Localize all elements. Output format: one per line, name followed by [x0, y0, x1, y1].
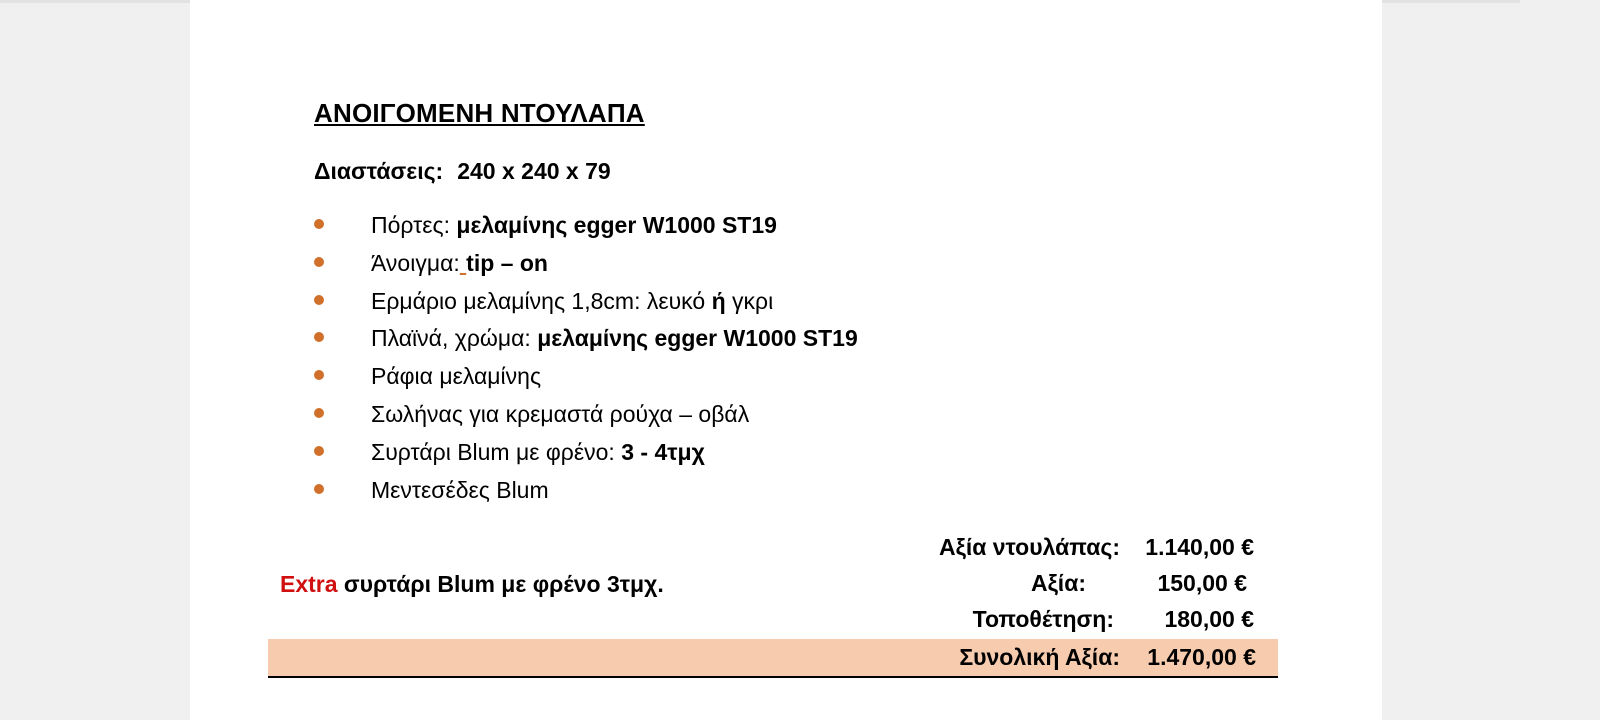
wardrobe-price-value: 1.140,00 €	[1145, 534, 1254, 560]
wardrobe-price-row	[190, 529, 1280, 565]
dimensions-label: Διαστάσεις:	[314, 158, 444, 184]
installation-price-value: 180,00 €	[1164, 606, 1254, 632]
bullet-icon	[314, 257, 324, 267]
total-price-row	[190, 639, 1280, 675]
extra-price-value: 150,00 €	[1157, 570, 1247, 596]
bullet-icon	[314, 446, 324, 456]
extra-label: Extra	[280, 571, 338, 597]
installation-price-label: Τοποθέτηση:	[972, 606, 1114, 632]
bullet-icon	[314, 219, 324, 229]
bullet-icon	[314, 484, 324, 494]
wardrobe-price-label: Αξία ντουλάπας:	[938, 534, 1120, 560]
dimensions-line	[314, 158, 611, 185]
extra-description: συρτάρι Blum με φρένο 3τμχ.	[337, 571, 664, 597]
extra-price-label: Αξία:	[1030, 570, 1086, 596]
bullet-icon	[314, 370, 324, 380]
bullet-icon	[314, 332, 324, 342]
total-price-label: Συνολική Αξία:	[959, 644, 1120, 670]
total-price-value: 1.470,00 €	[1147, 644, 1256, 670]
bullet-icon	[314, 408, 324, 418]
extra-price-row	[190, 565, 1280, 601]
dimensions-value: 240 x 240 x 79	[457, 158, 611, 184]
document-page: ΑΝΟΙΓΟΜΕΝΗ ΝΤΟΥΛΑΠΑ Διαστάσεις: 240 x 240 x 79 Πόρτες: μελαμίνης egger W1000 ST19 Άνοιγμα: tip – on Ερμάριο μελαμίνης 1,8cm: λευκό ή γκρι Πλαϊνά, χρώμα: μελαμίνης egger W1000 ST19 Ράφια μελαμίνης Σωλήνας για κρεμαστά ρούχα – οβάλ Συρτάρι Blum με φρένο: 3 - 4τμχ Μεντεσέδες Blum Extra συρτάρι Blum με φρένο 3τμχ. Αξία ντουλάπας: 1.140,00 € Αξία: 150,00 € Τοποθέτηση: 180,00 € Συνολική Αξία: 1.470,00 €	[190, 0, 1382, 720]
document-title: ΑΝΟΙΓΟΜΕΝΗ ΝΤΟΥΛΑΠΑ	[314, 98, 645, 128]
installation-price-row	[190, 601, 1280, 637]
bullet-icon	[314, 295, 324, 305]
